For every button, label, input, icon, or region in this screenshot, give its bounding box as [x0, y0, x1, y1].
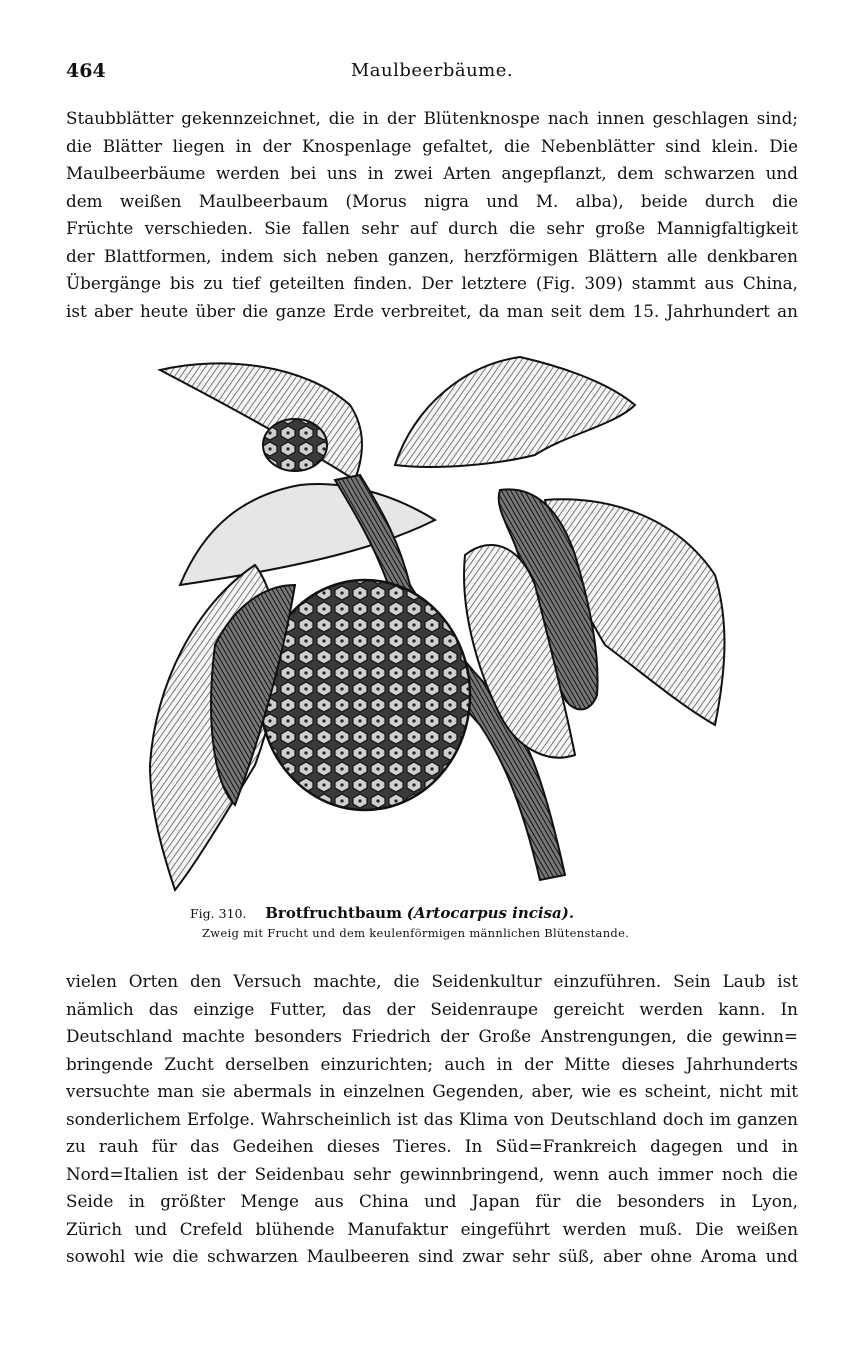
small-fruit	[263, 419, 327, 471]
figure-title: Brotfruchtbaum	[265, 904, 402, 922]
text-line: die Blätter liegen in der Knospenlage gefaltet, die Nebenblätter sind klein. Die	[66, 135, 798, 156]
text-line: sonderlichem Erfolge. Wahrscheinlich ist das Klima von Deutschland doch im ganzen	[66, 1108, 798, 1129]
text-line: versuchte man sie abermals in einzelnen Gegenden, aber, wie es scheint, nicht mit	[66, 1081, 798, 1101]
figure-latin-name: (Artocarpus incisa).	[406, 904, 575, 922]
caption-title-line	[190, 904, 710, 922]
text-line: Zürich und Crefeld blühende Manufaktur eingeführt werden muß. Die weißen	[66, 1218, 798, 1239]
running-head: Maulbeerbäume.	[350, 60, 514, 81]
figure-label: Fig. 310.	[190, 906, 247, 921]
text-line: Früchte verschieden. Sie fallen sehr auf durch die sehr große Mannigfaltigkeit	[66, 218, 798, 238]
page-number: 464	[66, 60, 106, 82]
text-line: Seide in größter Menge aus China und Japan für die besonders in Lyon,	[66, 1191, 798, 1211]
page-header	[66, 60, 798, 86]
text-line: sowohl wie die schwarzen Maulbeeren sind zwar sehr süß, aber ohne Aroma und	[66, 1246, 798, 1266]
text-line: vielen Orten den Versuch machte, die Seidenkultur einzuführen. Sein Laub ist	[66, 971, 798, 991]
figure-caption	[190, 904, 710, 940]
breadfruit-illustration	[135, 345, 735, 895]
breadfruit	[260, 580, 470, 810]
text-line: Nord=Italien ist der Seidenbau sehr gewinnbringend, wenn auch immer noch die	[66, 1163, 798, 1184]
bottom-paragraph	[66, 968, 798, 1271]
text-line: dem weißen Maulbeerbaum (Morus nigra und M. alba), beide durch die	[66, 190, 798, 211]
text-line: Deutschland machte besonders Friedrich der Große Anstrengungen, die gewinn=	[66, 1026, 798, 1046]
text-line: Staubblätter gekennzeichnet, die in der Blütenknospe nach innen geschlagen sind;	[66, 108, 798, 128]
text-line: zu rauh für das Gedeihen dieses Tieres. In Süd=Frankreich dagegen und in	[66, 1136, 798, 1156]
text-line: bringende Zucht derselben einzurichten; auch in der Mitte dieses Jahrhunderts	[66, 1053, 798, 1074]
figure-subcaption: Zweig mit Frucht und dem keulenförmigen männlichen Blütenstande.	[202, 926, 630, 940]
leaf-upper-right	[395, 357, 635, 467]
text-line: Übergänge bis zu tief geteilten finden. Der letztere (Fig. 309) stammt aus China,	[66, 273, 798, 293]
text-line: Maulbeerbäume werden bei uns in zwei Arten angepflanzt, dem schwarzen und	[66, 163, 798, 183]
text-line: der Blattformen, indem sich neben ganzen, herzförmigen Blättern alle denkbaren	[66, 245, 798, 266]
text-line: nämlich das einzige Futter, das der Seidenraupe gereicht werden kann. In	[66, 998, 798, 1019]
top-paragraph	[66, 105, 798, 325]
leaf-upper-left	[160, 363, 362, 480]
text-line: ist aber heute über die ganze Erde verbreitet, da man seit dem 15. Jahrhundert an	[66, 300, 798, 321]
